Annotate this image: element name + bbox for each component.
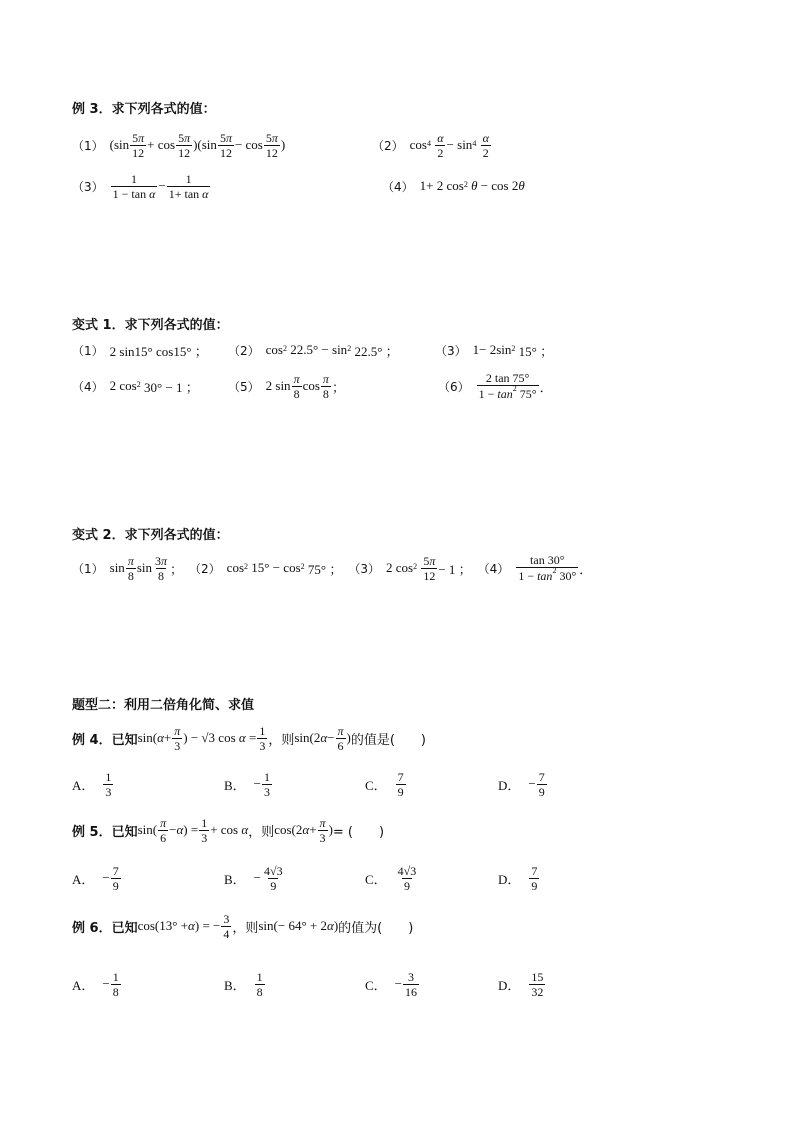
- item-label: （3）: [348, 561, 380, 576]
- math-expression: cos 4 $\frac{\alpha}{2}$ − sin 4 $\frac{\alpha}{2}$: [409, 130, 489, 160]
- math-expression: $\frac{2 \tan 75^\circ}{1 - \tan^2 75^\circ}$ ．: [478, 371, 553, 401]
- item-label: （4）: [382, 179, 414, 194]
- example-4-suffix: 的值是( ): [350, 732, 427, 748]
- item-label: （4）: [72, 379, 104, 394]
- item-label: （1）: [72, 138, 104, 153]
- example-5-suffix: = ( ): [332, 824, 385, 840]
- option-label: A．: [72, 871, 95, 887]
- math-expression: 2 cos 2 $\frac{5\pi}{12}$ − 1 ；: [385, 553, 472, 583]
- math-expression: $\frac{\tan 30^\circ}{1 - \tan^2 30^\circ}$ ．: [518, 553, 593, 583]
- item-label: （5）: [228, 379, 260, 394]
- option-c[interactable]: C． $\frac{4√3}{9}$: [365, 863, 417, 893]
- variant-1-title: 变式 1．求下列各式的值：: [72, 318, 229, 333]
- option-c[interactable]: C． $\frac{7}{9}$: [365, 769, 404, 799]
- math-expression: sin(− 64° + 2 α ): [258, 918, 339, 933]
- math-expression: 2 cos 2 30° − 1 ；: [109, 378, 199, 395]
- option-label: A．: [72, 977, 95, 993]
- example-4-mid: ，则: [268, 732, 295, 748]
- math-expression: 1− 2sin 2 15° ；: [472, 342, 554, 359]
- option-c[interactable]: C． − $\frac{3}{16}$: [365, 969, 418, 999]
- item-label: （2）: [189, 561, 221, 576]
- example-4-prefix: 例 4．已知: [72, 732, 138, 748]
- option-b[interactable]: B． $\frac{1}{8}$: [224, 969, 263, 999]
- example-3-item-4: [382, 164, 525, 208]
- option-d[interactable]: D． − $\frac{7}{9}$: [498, 769, 545, 799]
- example-5-prefix: 例 5．已知: [72, 824, 138, 840]
- example-4-stem: [72, 716, 426, 760]
- item-label: （6）: [438, 379, 470, 394]
- item-label: （1）: [72, 561, 104, 576]
- option-label: D．: [498, 777, 521, 793]
- variant-2-title: 变式 2．求下列各式的值：: [72, 528, 229, 543]
- example-3-item-3: [72, 164, 211, 208]
- math-expression: 1+ 2 cos 2 θ − cos 2 θ: [419, 178, 525, 193]
- math-expression: 2 sin $\frac{\pi}{8}$ cos $\frac{\pi}{8}$ ；: [265, 371, 345, 401]
- option-label: B．: [224, 871, 246, 887]
- example-6-stem: [72, 904, 413, 948]
- item-label: （1）: [72, 343, 104, 358]
- example-6-prefix: 例 6．已知: [72, 920, 138, 936]
- example-5-options: [72, 856, 572, 900]
- example-4-options: [72, 762, 572, 806]
- item-label: （3）: [72, 179, 104, 194]
- variant-1-item-5: [228, 364, 345, 408]
- question-type-2-title: 题型二：利用二倍角化简、求值: [72, 698, 255, 713]
- math-expression: 2 sin15° cos15° ；: [109, 343, 208, 359]
- option-label: C．: [365, 871, 387, 887]
- math-expression: sin $\frac{\pi}{8}$ sin $\frac{3\pi}{8}$ ；: [109, 553, 184, 583]
- math-expression: (sin $\frac{5\pi}{12}$ + cos $\frac{5\pi}{12}$ )(sin $\frac{5\pi}{12}$ − cos $\frac{5\pi}{12}$ ): [109, 130, 286, 160]
- option-label: B．: [224, 777, 246, 793]
- math-expression: cos 2 15° − cos 2 75° ；: [226, 560, 343, 577]
- item-label: （4）: [477, 561, 510, 576]
- item-label: （3）: [435, 343, 467, 358]
- option-label: D．: [498, 871, 521, 887]
- math-expression: cos(13° + α ) = − $\frac{3}{4}$: [137, 911, 230, 941]
- option-label: C．: [365, 977, 387, 993]
- example-5-mid: ，则: [248, 824, 275, 840]
- option-d[interactable]: D． $\frac{15}{32}$: [498, 969, 544, 999]
- example-6-mid: ，则: [232, 920, 259, 936]
- option-b[interactable]: B． − $\frac{1}{3}$: [224, 769, 271, 799]
- math-expression: sin( $\frac{\pi}{6}$ − α ) = $\frac{1}{3}$ + cos α: [137, 815, 249, 845]
- option-d[interactable]: D． $\frac{7}{9}$: [498, 863, 538, 893]
- math-expression: cos(2 α + $\frac{\pi}{3}$ ): [274, 815, 333, 845]
- option-a[interactable]: A． $\frac{1}{3}$: [72, 769, 112, 799]
- variant-1-item-6: [438, 364, 553, 408]
- variant-2-items: [72, 546, 592, 590]
- example-3-item-2: [372, 123, 492, 167]
- math-expression: $\frac{1}{\text{1 − tan α}}$ − $\frac{1}{\text{1+ tan α}}$: [112, 171, 209, 201]
- math-expression: sin( α + $\frac{\pi}{3}$ ) − √3 cos α = $\frac{1}{3}$: [137, 723, 266, 753]
- example-5-stem: [72, 808, 384, 852]
- option-label: B．: [224, 977, 246, 993]
- example-3-title: 例 3．求下列各式的值：: [72, 102, 216, 117]
- option-b[interactable]: B． − $\frac{4√3}{9}$: [224, 863, 283, 893]
- option-a[interactable]: A． − $\frac{1}{8}$: [72, 969, 119, 999]
- variant-1-item-4: [72, 364, 199, 408]
- option-label: D．: [498, 977, 521, 993]
- example-3-item-1: [72, 123, 285, 167]
- option-label: C．: [365, 777, 387, 793]
- math-expression: sin(2 α − $\frac{\pi}{6}$ ): [294, 723, 351, 753]
- item-label: （2）: [372, 138, 404, 153]
- option-label: A．: [72, 777, 95, 793]
- example-6-options: [72, 962, 572, 1006]
- example-6-suffix: 的值为( ): [338, 920, 414, 936]
- option-a[interactable]: A． − $\frac{7}{9}$: [72, 863, 119, 893]
- math-expression: cos 2 22.5° − sin 2 22.5° ；: [265, 342, 399, 359]
- item-label: （2）: [228, 343, 260, 358]
